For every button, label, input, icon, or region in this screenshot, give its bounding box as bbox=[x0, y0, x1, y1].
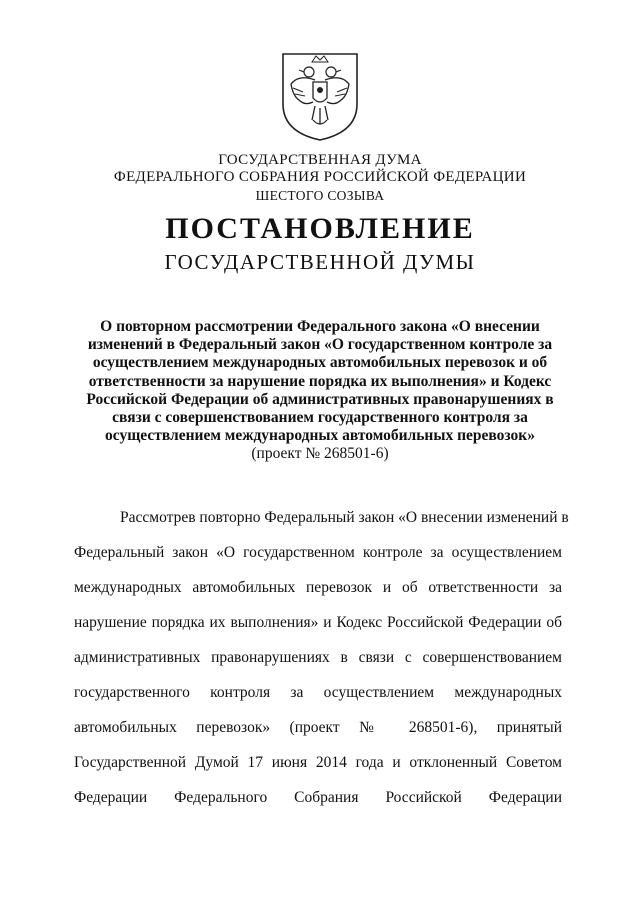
coat-of-arms-emblem bbox=[279, 50, 361, 142]
heading-line: осуществлением международных автомобильных перевозок и об bbox=[92, 354, 548, 372]
document-title: ПОСТАНОВЛЕНИЕ bbox=[165, 212, 475, 245]
resolution-heading bbox=[0, 318, 640, 464]
project-number: (проект № 268501-6) bbox=[251, 445, 389, 463]
heading-line: осуществлением международных автомобильных перевозок» bbox=[105, 427, 535, 445]
body-line: Государственной Думой 17 июня 2014 года и отклоненный Советом bbox=[74, 754, 562, 771]
heading-line: ответственности за нарушение порядка их выполнения» и Кодекс bbox=[88, 372, 552, 390]
body-line: Рассмотрев повторно Федеральный закон «О внесении изменений в bbox=[120, 509, 569, 526]
org-line-3: ШЕСТОГО СОЗЫВА bbox=[255, 188, 385, 203]
body-line: государственного контроля за осуществлением международных bbox=[74, 684, 562, 701]
body-line: Федеральный закон «О государственном контроле за осуществлением bbox=[74, 544, 562, 561]
heading-line: изменений в Федеральный закон «О государственном контроле за bbox=[87, 336, 553, 354]
heading-line: связи с совершенствованием государственного контроля за bbox=[112, 409, 528, 427]
body-line: международных автомобильных перевозок и об ответственности за bbox=[74, 579, 562, 596]
document-subtitle: ГОСУДАРСТВЕННОЙ ДУМЫ bbox=[164, 250, 476, 274]
heading-line: О повторном рассмотрении Федерального закона «О внесении bbox=[100, 318, 540, 335]
heading-line: Российской Федерации об административных правонарушениях в bbox=[86, 390, 554, 408]
org-line-2: ФЕДЕРАЛЬНОГО СОБРАНИЯ РОССИЙСКОЙ ФЕДЕРАЦИИ bbox=[113, 169, 527, 185]
org-line-1: ГОСУДАРСТВЕННАЯ ДУМА bbox=[218, 152, 422, 168]
body-line: Федерации Федерального Собрания Российской Федерации bbox=[74, 789, 562, 806]
body-line: автомобильных перевозок» (проект № 268501-6), принятый bbox=[74, 719, 562, 736]
body-line: административных правонарушениях в связи с совершенствованием bbox=[74, 649, 562, 666]
body-line: нарушение порядка их выполнения» и Кодекс Российской Федерации об bbox=[74, 614, 562, 631]
